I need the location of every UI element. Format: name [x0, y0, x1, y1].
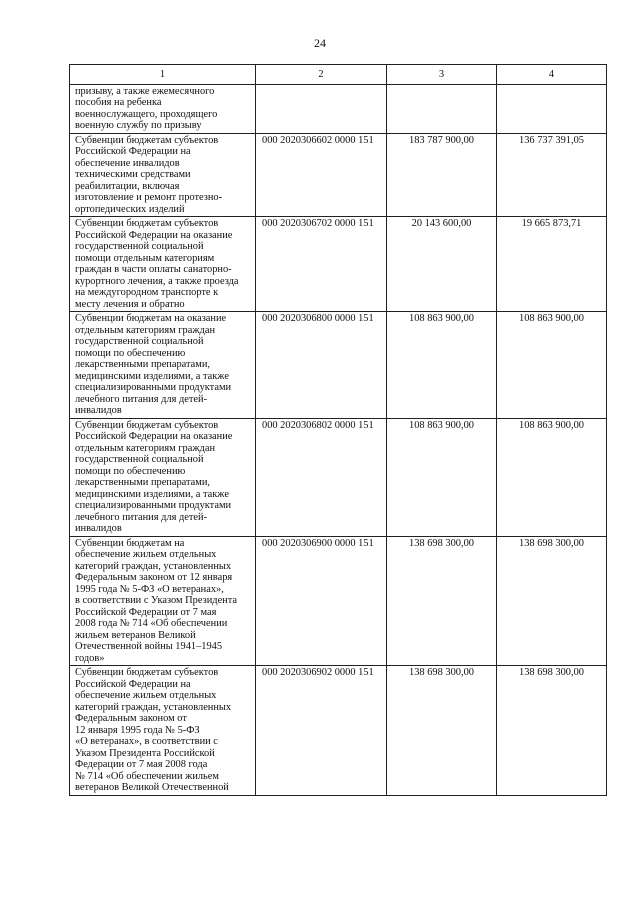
table-row: [70, 536, 607, 666]
row-description: Субвенции бюджетам субъектов Российской Федерации на обеспечение жильем отдельных категорий граждан, установленных Федеральным законом от 12 января 1995 года № 5-ФЗ «О ветеранах», в соответствии с Указом Президента Российской Федерации от 7 мая 2008 года № 714 «Об обеспечении жильем ветеранов Великой Отечественной: [70, 666, 256, 796]
column-header-2: 2: [256, 65, 387, 85]
row-amount-executed: 19 665 873,71: [497, 217, 607, 312]
row-amount-approved: 183 787 900,00: [387, 133, 497, 217]
row-description: Субвенции бюджетам на обеспечение жильем отдельных категорий граждан, установленных Федеральным законом от 12 января 1995 года № 5-ФЗ «О ветеранах», в соответствии с Указом Президента Российской Федерации от 7 мая 2008 года № 714 «Об обеспечении жильем ветеранов Великой Отечественной войны 1941–1945 годов»: [70, 536, 256, 666]
row-amount-approved: 138 698 300,00: [387, 666, 497, 796]
column-header-4: 4: [497, 65, 607, 85]
row-code: 000 2020306802 0000 151: [256, 418, 387, 536]
column-header-1: 1: [70, 65, 256, 85]
row-code: 000 2020306602 0000 151: [256, 133, 387, 217]
row-code: [256, 84, 387, 133]
row-code: 000 2020306702 0000 151: [256, 217, 387, 312]
column-header-3: 3: [387, 65, 497, 85]
page-number: 24: [314, 36, 326, 50]
table-row: [70, 666, 607, 796]
row-code: 000 2020306900 0000 151: [256, 536, 387, 666]
row-amount-executed: 138 698 300,00: [497, 666, 607, 796]
row-code: 000 2020306800 0000 151: [256, 312, 387, 419]
row-amount-approved: 108 863 900,00: [387, 312, 497, 419]
header-row: [70, 65, 607, 85]
table-row: [70, 84, 607, 133]
row-amount-executed: [497, 84, 607, 133]
table-row: [70, 133, 607, 217]
row-description: призыву, а также ежемесячного пособия на ребенка военнослужащего, проходящего военную службу по призыву: [70, 84, 256, 133]
table-row: [70, 418, 607, 536]
row-amount-approved: [387, 84, 497, 133]
budget-table: [69, 64, 607, 796]
table-row: [70, 217, 607, 312]
row-amount-executed: 136 737 391,05: [497, 133, 607, 217]
row-amount-approved: 20 143 600,00: [387, 217, 497, 312]
row-amount-approved: 108 863 900,00: [387, 418, 497, 536]
row-description: Субвенции бюджетам субъектов Российской Федерации на оказание государственной социальной помощи отдельным категориям граждан в части оплаты санаторно- курортного лечения, а также проезда на междугородном транспорте к месту лечения и обратно: [70, 217, 256, 312]
table-row: [70, 312, 607, 419]
row-amount-executed: 138 698 300,00: [497, 536, 607, 666]
row-amount-executed: 108 863 900,00: [497, 312, 607, 419]
row-description: Субвенции бюджетам субъектов Российской Федерации на обеспечение инвалидов техническими средствами реабилитации, включая изготовление и ремонт протезно- ортопедических изделий: [70, 133, 256, 217]
row-description: Субвенции бюджетам субъектов Российской Федерации на оказание отдельным категориям граждан государственной социальной помощи по обеспечению лекарственными препаратами, медицинскими изделиями, а также специализированными продуктами лечебного питания для детей- инвалидов: [70, 418, 256, 536]
row-code: 000 2020306902 0000 151: [256, 666, 387, 796]
row-amount-executed: 108 863 900,00: [497, 418, 607, 536]
row-amount-approved: 138 698 300,00: [387, 536, 497, 666]
row-description: Субвенции бюджетам на оказание отдельным категориям граждан государственной социальной помощи по обеспечению лекарственными препаратами, медицинскими изделиями, а также специализированными продуктами лечебного питания для детей- инвалидов: [70, 312, 256, 419]
